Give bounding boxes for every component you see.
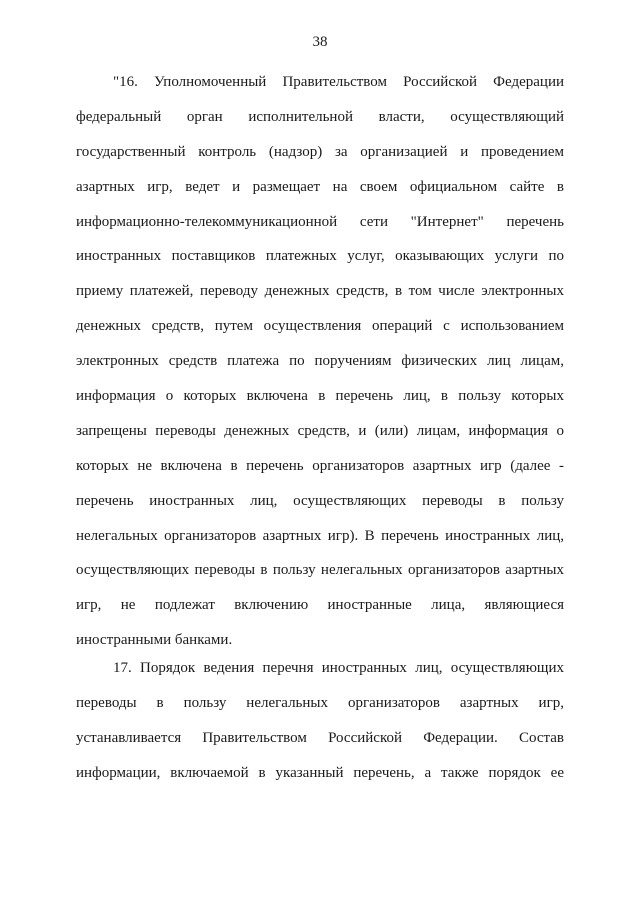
text-line: иностранных поставщиков платежных услуг, оказывающих услуги по xyxy=(76,248,564,265)
text-line: азартных игр, ведет и размещает на своем официальном сайте в xyxy=(76,178,564,195)
text-line: игр, не подлежат включению иностранные лица, являющиеся xyxy=(76,597,564,614)
text-line: иностранными банками. xyxy=(76,632,233,649)
text-line: государственный контроль (надзор) за организацией и проведением xyxy=(76,143,564,160)
text-line: осуществляющих переводы в пользу нелегальных организаторов азартных xyxy=(76,562,564,579)
text-line: которых не включена в перечень организаторов азартных игр (далее - xyxy=(76,457,564,474)
text-line: переводы в пользу нелегальных организаторов азартных игр, xyxy=(76,694,564,711)
text-line: информация о которых включена в перечень лиц, в пользу которых xyxy=(76,388,564,405)
paragraph-17 xyxy=(76,658,564,798)
text-line: приему платежей, переводу денежных средств, в том числе электронных xyxy=(76,283,564,300)
text-line: перечень иностранных лиц, осуществляющих переводы в пользу xyxy=(76,492,564,509)
text-line: информационно-телекоммуникационной сети "Интернет" перечень xyxy=(76,213,564,230)
text-line: "16. Уполномоченный Правительством Российской Федерации xyxy=(113,74,564,90)
text-line: электронных средств платежа по поручениям физических лиц лицам, xyxy=(76,353,564,370)
paragraph-16 xyxy=(76,72,564,665)
text-line: устанавливается Правительством Российской Федерации. Состав xyxy=(76,729,564,746)
text-line: федеральный орган исполнительной власти, осуществляющий xyxy=(76,108,564,125)
text-line: запрещены переводы денежных средств, и (или) лицам, информация о xyxy=(76,422,564,439)
text-line: 17. Порядок ведения перечня иностранных лиц, осуществляющих xyxy=(113,660,564,676)
text-line: нелегальных организаторов азартных игр). В перечень иностранных лиц, xyxy=(76,527,564,544)
text-line: информации, включаемой в указанный перечень, а также порядок ее xyxy=(76,764,564,781)
text-line: денежных средств, путем осуществления операций с использованием xyxy=(76,318,564,335)
page-number: 38 xyxy=(312,34,328,50)
